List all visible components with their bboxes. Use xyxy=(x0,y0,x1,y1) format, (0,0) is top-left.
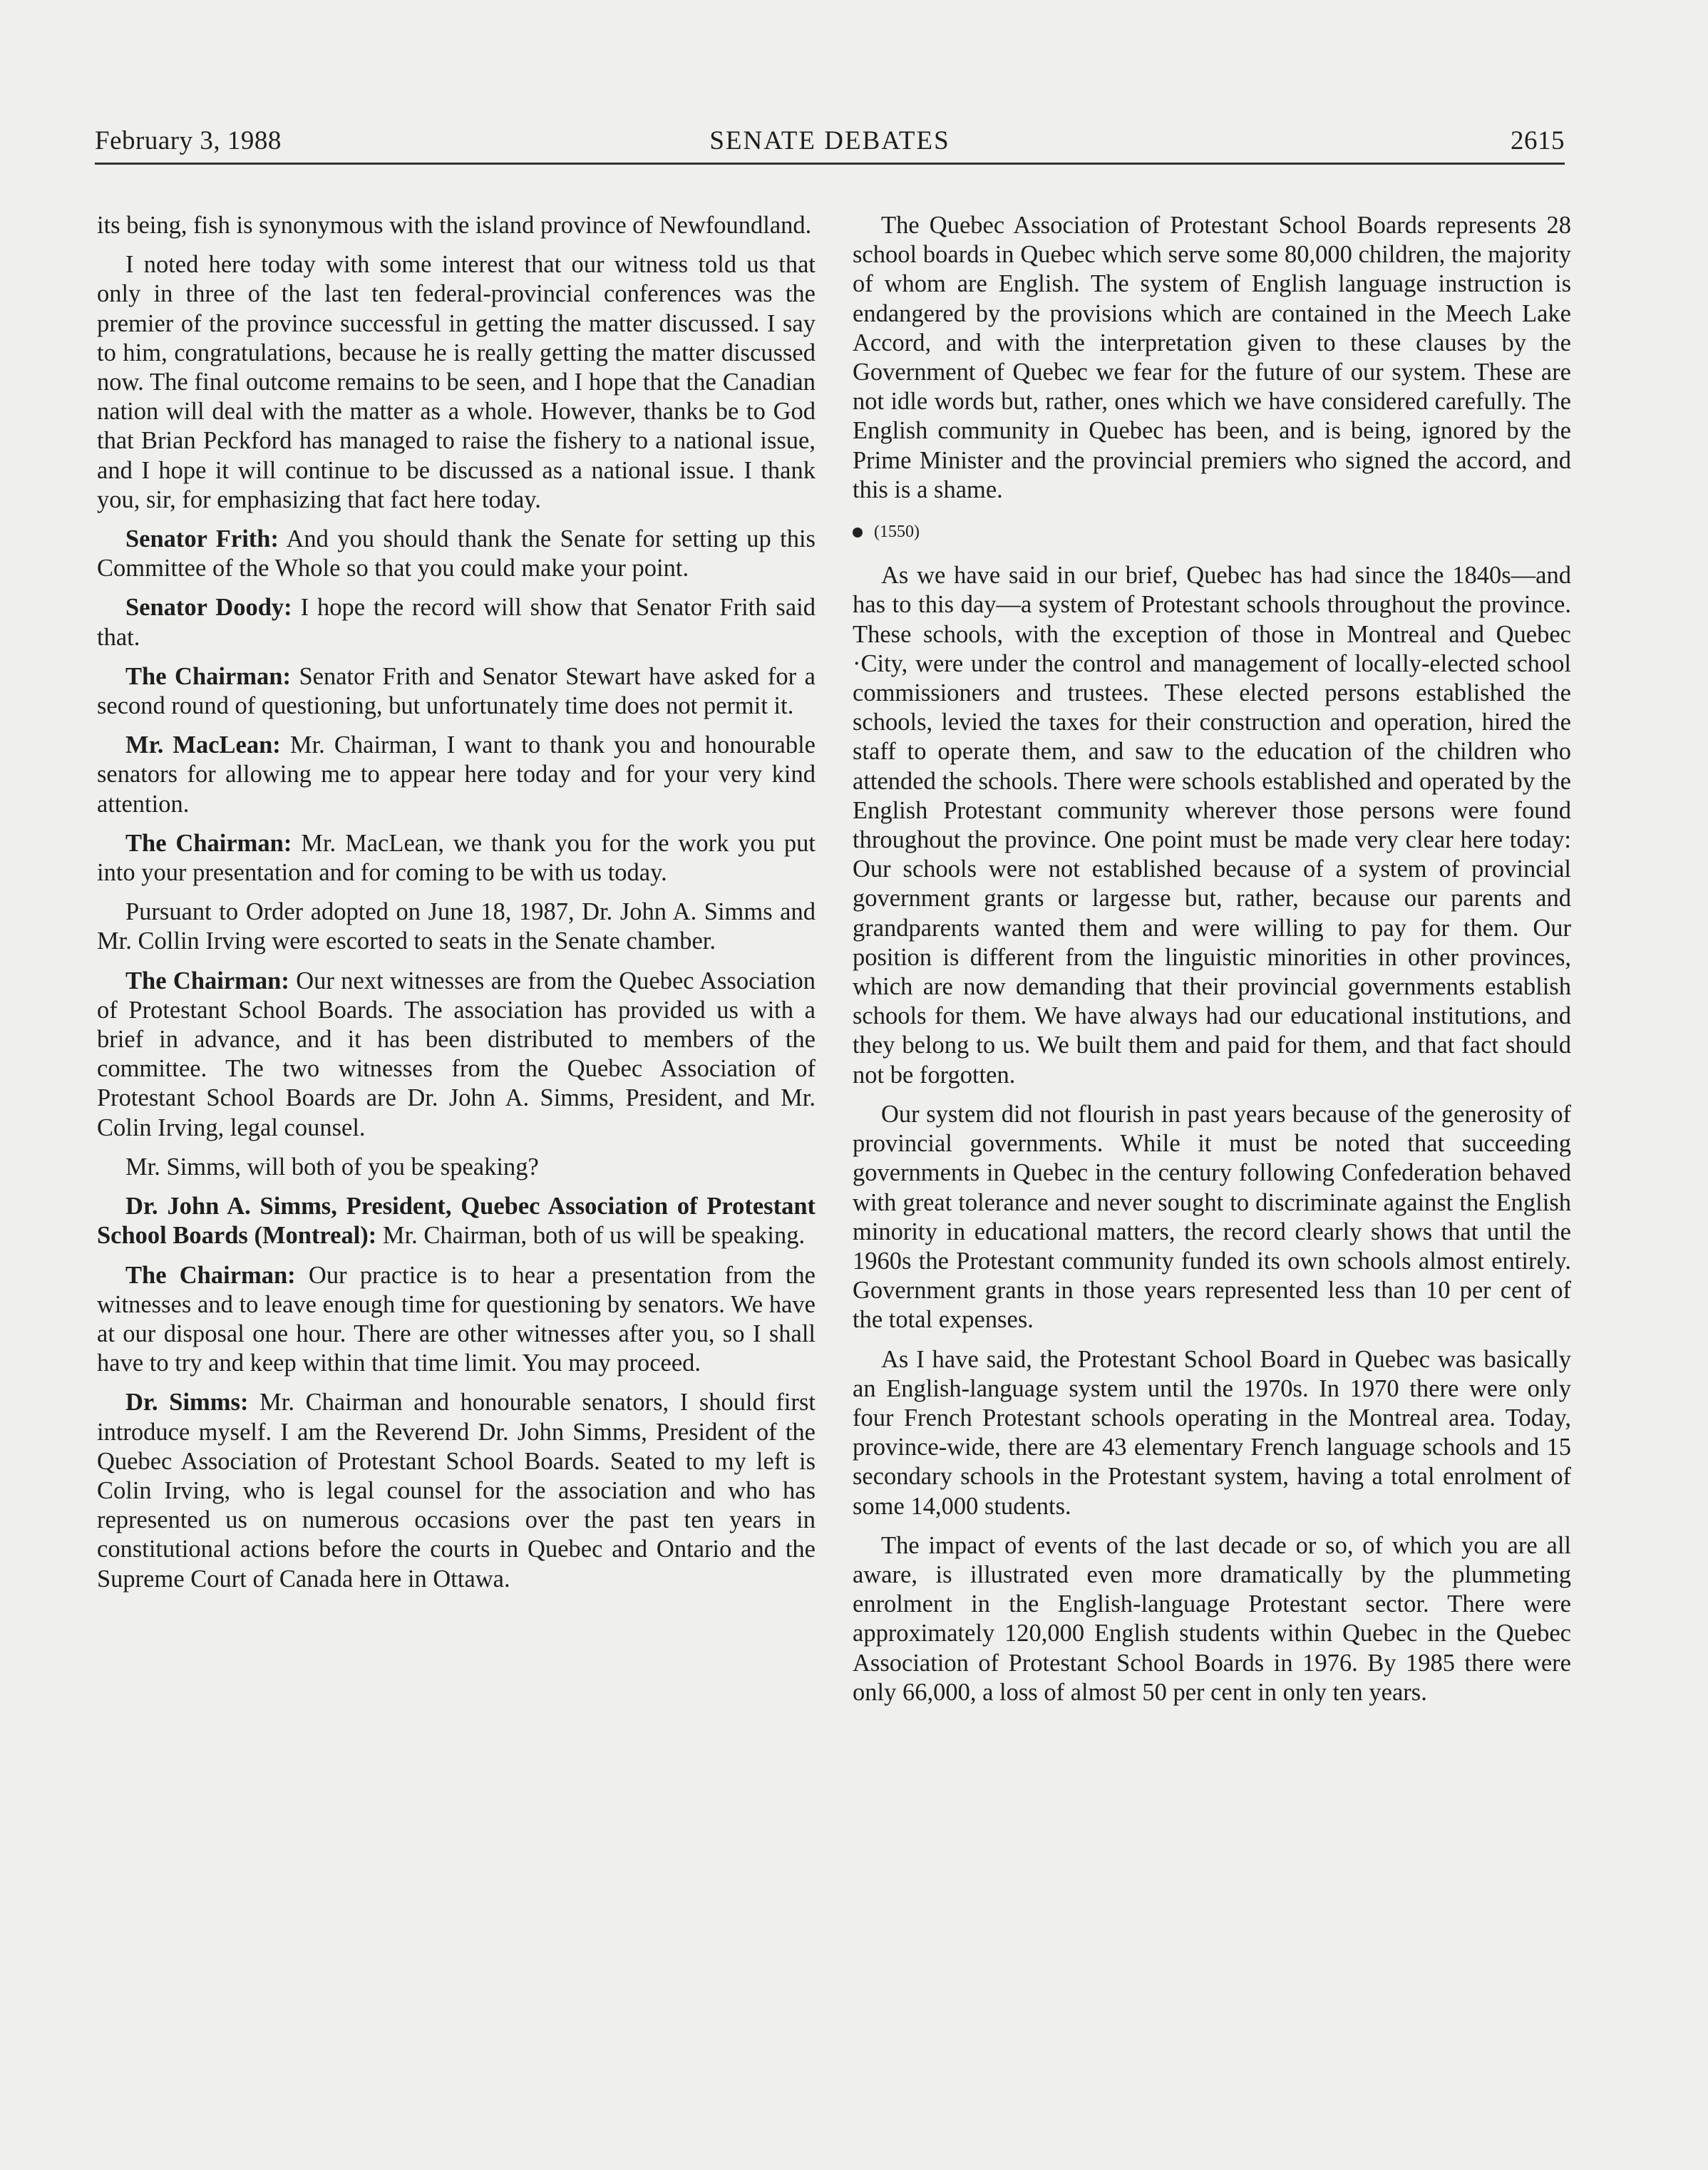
time-marker xyxy=(853,518,1571,547)
bullet-icon xyxy=(853,528,863,538)
speech-text: Mr. Chairman and honourable senators, I should first introduce myself. I am the Reverend Dr. John Simms, President of the Quebec Association of Protestant School Boards. Seated to my left is Colin Irving, who is legal counsel for the association and who has represented us on numerous occasions over the past ten years in constitutional actions before the courts in Quebec and Ontario and the Supreme Court of Canada here in Ottawa. xyxy=(97,1389,816,1593)
paragraph-text: its being, fish is synonymous with the island province of Newfoundland. xyxy=(97,212,812,239)
paragraph-text: Pursuant to Order adopted on June 18, 1987, Dr. John A. Simms and Mr. Collin Irving were escorted to seats in the Senate chamber. xyxy=(97,898,816,955)
header-title: SENATE DEBATES xyxy=(709,126,950,155)
paragraph xyxy=(97,211,816,240)
speech xyxy=(97,525,816,583)
paragraph xyxy=(853,211,1571,505)
speaker-name: Dr. Simms: xyxy=(125,1389,249,1416)
speaker-name: The Chairman: xyxy=(125,1261,296,1289)
speech xyxy=(97,1388,816,1593)
right-column xyxy=(853,211,1571,1717)
paragraph-text: Mr. Simms, will both of you be speaking? xyxy=(125,1153,539,1181)
speech-text: Our next witnesses are from the Quebec Association of Protestant School Boards. The association has provided us with a brief in advance, and it has been distributed to members of the committee. The two witnesses from the Quebec Association of Protestant School Boards are Dr. John A. Simms, President, and Mr. Colin Irving, legal counsel. xyxy=(97,967,816,1141)
speech xyxy=(97,731,816,819)
paragraph-text: Our system did not flourish in past years because of the generosity of provincial governments. While it must be noted that succeeding governments in Quebec in the century following Confederation behaved with great tolerance and never sought to discriminate against the English minority in educational matters, the record clearly shows that until the 1960s the Protestant community funded its own schools almost entirely. Government grants in those years represented less than 10 per cent of the total expenses. xyxy=(853,1100,1571,1334)
speaker-name: Senator Frith: xyxy=(125,525,279,553)
paragraph xyxy=(97,250,816,515)
speech xyxy=(97,593,816,652)
speaker-name: The Chairman: xyxy=(125,829,292,857)
paragraph-text: The Quebec Association of Protestant School Boards represents 28 school boards in Quebec which serve some 80,000 children, the majority of whom are English. The system of English language instruction is endangered by the provisions which are contained in the Meech Lake Accord, and with the interpretation given to these clauses by the Government of Quebec we fear for the future of our system. These are not idle words but, rather, ones which we have considered carefully. The English community in Quebec has been, and is being, ignored by the Prime Minister and the provincial premiers who signed the accord, and this is a shame. xyxy=(853,212,1571,503)
time-marker-text: (1550) xyxy=(874,523,920,542)
paragraph xyxy=(853,1345,1571,1521)
page-header xyxy=(95,123,1565,165)
speech xyxy=(97,1261,816,1379)
speech xyxy=(97,662,816,721)
speech xyxy=(97,829,816,888)
speech-text: And you should thank the Senate for setting up this Committee of the Whole so that you could make your point. xyxy=(97,525,816,582)
speech-text: Senator Frith and Senator Stewart have asked for a second round of questioning, but unfortunately time does not permit it. xyxy=(97,662,816,720)
paragraph-text: I noted here today with some interest that our witness told us that only in three of the last ten federal-provincial conferences was the premier of the province successful in getting the matter discussed. I say to him, congratulations, because he is really getting the matter discussed now. The final outcome remains to be seen, and I hope that the Canadian nation will deal with the matter as a whole. However, thanks be to God that Brian Peckford has managed to raise the fishery to a national issue, and I hope it will continue to be discussed as a national issue. I thank you, sir, for emphasizing that fact here today. xyxy=(97,251,816,513)
speaker-name: The Chairman: xyxy=(125,662,291,690)
speech-text: Mr. MacLean, we thank you for the work you put into your presentation and for coming to be with us today. xyxy=(97,829,816,887)
speaker-name: The Chairman: xyxy=(125,967,289,994)
speaker-name: Senator Doody: xyxy=(125,594,292,622)
speaker-name: Mr. MacLean: xyxy=(125,731,281,759)
paragraph xyxy=(97,898,816,956)
speaker-name: Dr. John A. Simms, President, Quebec Association of Protestant School Boards (Montreal): xyxy=(97,1193,816,1250)
paragraph xyxy=(853,561,1571,1090)
paragraph-text: As we have said in our brief, Quebec has had since the 1840s—and has to this day—a system of Protestant schools throughout the province. These schools, with the exception of those in Montreal and Quebec ·City, were under the control and management of locally-elected school commissioners and trustees. These elected persons established the schools, levied the taxes for their construction and operation, hired the staff to operate them, and saw to the education of the children who attended the schools. There were schools established and operated by the English Protestant community wherever those persons were found throughout the province. One point must be made very clear here today: Our schools were not established because of a system of provincial government grants or largesse but, rather, because our parents and grandparents wanted them and were willing to pay for them. Our position is different from the linguistic minorities in other provinces, which are now demanding that their provincial governments establish schools for them. We have always had our educational institutions, and they belong to us. We built them and paid for them, and that fact should not be forgotten. xyxy=(853,562,1571,1089)
speech-text: Mr. Chairman, I want to thank you and honourable senators for allowing me to appear here today and for your very kind attention. xyxy=(97,731,816,818)
paragraph xyxy=(853,1531,1571,1707)
header-page-number: 2615 xyxy=(1511,126,1565,155)
speech-text: Our practice is to hear a presentation from the witnesses and to leave enough time for questioning by senators. We have at our disposal one hour. There are other witnesses after you, so I shall have to try and keep within that time limit. You may proceed. xyxy=(97,1261,816,1377)
header-date: February 3, 1988 xyxy=(95,126,282,155)
speech xyxy=(97,967,816,1143)
speech-text: I hope the record will show that Senator Frith said that. xyxy=(97,594,816,651)
speech xyxy=(97,1192,816,1250)
speech-text: Mr. Chairman, both of us will be speaking. xyxy=(382,1222,806,1250)
paragraph xyxy=(853,1100,1571,1335)
paragraph-text: The impact of events of the last decade or so, of which you are all aware, is illustrated even more dramatically by the plummeting enrolment in the English-language Protestant sector. There were approximately 120,000 English students within Quebec in the Quebec Association of Protestant School Boards in 1976. By 1985 there were only 66,000, a loss of almost 50 per cent in only ten years. xyxy=(853,1531,1571,1706)
paragraph xyxy=(97,1153,816,1182)
left-column xyxy=(97,211,816,1604)
paragraph-text: As I have said, the Protestant School Board in Quebec was basically an English-language system until the 1970s. In 1970 there were only four French Protestant schools operating in the Montreal area. Today, province-wide, there are 43 elementary French language schools and 15 secondary schools in the Protestant system, having a total enrolment of some 14,000 students. xyxy=(853,1345,1571,1520)
